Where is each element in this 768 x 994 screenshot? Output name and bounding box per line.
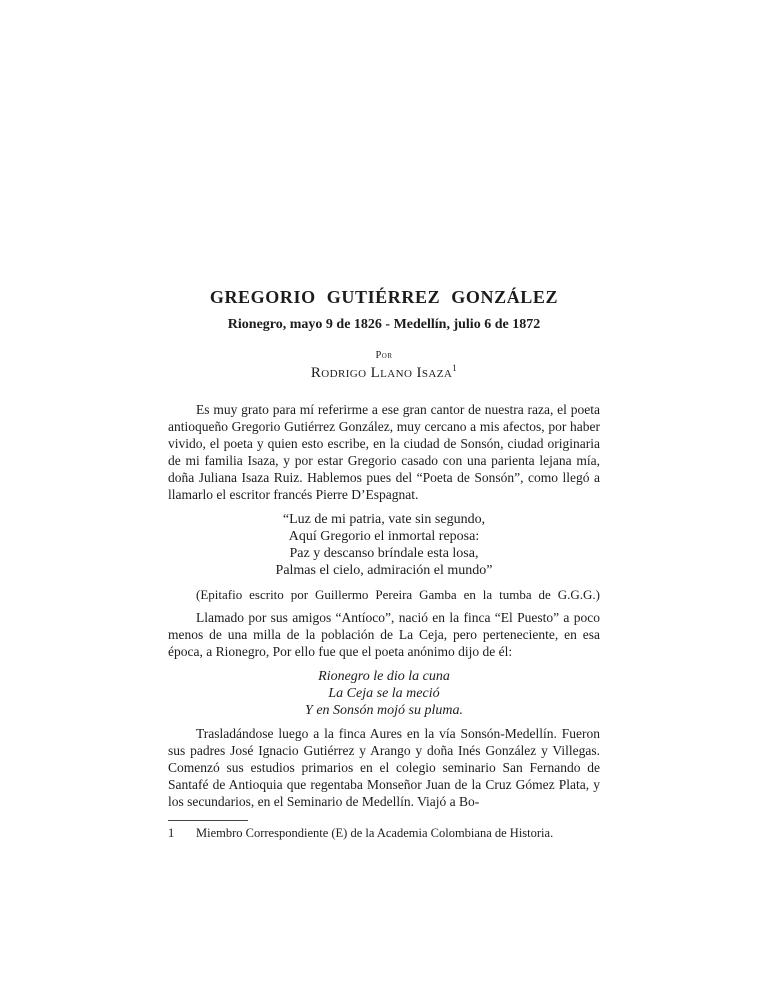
footnote-separator-rule bbox=[168, 820, 248, 821]
epitaph-verse bbox=[168, 511, 600, 579]
article-subtitle: Rionegro, mayo 9 de 1826 - Medellín, julio 6 de 1872 bbox=[227, 317, 541, 332]
author-name: Rodrigo Llano Isaza bbox=[310, 365, 453, 381]
footnote-marker: 1 bbox=[168, 826, 175, 840]
anonymous-verse-line-3: Y en Sonsón mojó su pluma. bbox=[305, 703, 463, 718]
epitaph-verse-line-3: Paz y descanso bríndale esta losa, bbox=[289, 546, 479, 561]
article-title: GREGORIO GUTIÉRREZ GONZÁLEZ bbox=[209, 287, 559, 307]
epitaph-verse-line-4: Palmas el cielo, admiración el mundo” bbox=[275, 563, 493, 578]
article-content bbox=[168, 286, 600, 810]
anonymous-verse bbox=[168, 668, 600, 719]
epitaph-verse-line-2: Aquí Gregorio el inmortal reposa: bbox=[288, 529, 480, 544]
byline-label: Por bbox=[375, 350, 393, 361]
paragraph-birth: Llamado por sus amigos “Antíoco”, nació en la finca “El Puesto” a poco menos de una milla de la población de La Ceja, pero perteneciente, en esa época, a Rionegro, Por ello fue que el poeta anónimo dijo de él: bbox=[168, 610, 600, 659]
footnote-area bbox=[168, 820, 600, 841]
epitaph-verse-line-1: “Luz de mi patria, vate sin segundo, bbox=[282, 512, 486, 527]
footnote bbox=[168, 826, 600, 841]
anonymous-verse-line-2: La Ceja se la meció bbox=[328, 686, 440, 701]
paragraph-intro: Es muy grato para mí referirme a ese gran cantor de nuestra raza, el poeta antioqueño Gregorio Gutiérrez González, muy cercano a mis afectos, por haber vivido, el poeta y quien esto escribe, en la ciudad de Sonsón, ciudad originaria de mi familia Isaza, y por estar Gregorio casado con una parienta lejana mía, doña Juliana Isaza Ruiz. Hablemos pues del “Poeta de Sonsón”, como llegó a llamarlo el escritor francés Pierre D’Espagnat. bbox=[168, 402, 600, 502]
footnote-text: Miembro Correspondiente (E) de la Academia Colombiana de Historia. bbox=[196, 826, 554, 840]
epitaph-caption: (Epitafio escrito por Guillermo Pereira Gamba en la tumba de G.G.G.) bbox=[196, 587, 600, 602]
author-footnote-ref: 1 bbox=[452, 363, 458, 373]
author-line bbox=[168, 364, 600, 382]
paragraph-family: Trasladándose luego a la finca Aures en la vía Sonsón-Medellín. Fueron sus padres José Ignacio Gutiérrez y Arango y doña Inés González y Villegas. Comenzó sus estudios primarios en el colegio seminario San Fernando de Santafé de Antioquia que regentaba Monseñor Juan de la Cruz Gómez Plata, y los secundarios, en el Seminario de Medellín. Viajó a Bo- bbox=[168, 726, 600, 809]
anonymous-verse-line-1: Rionegro le dio la cuna bbox=[318, 669, 450, 684]
